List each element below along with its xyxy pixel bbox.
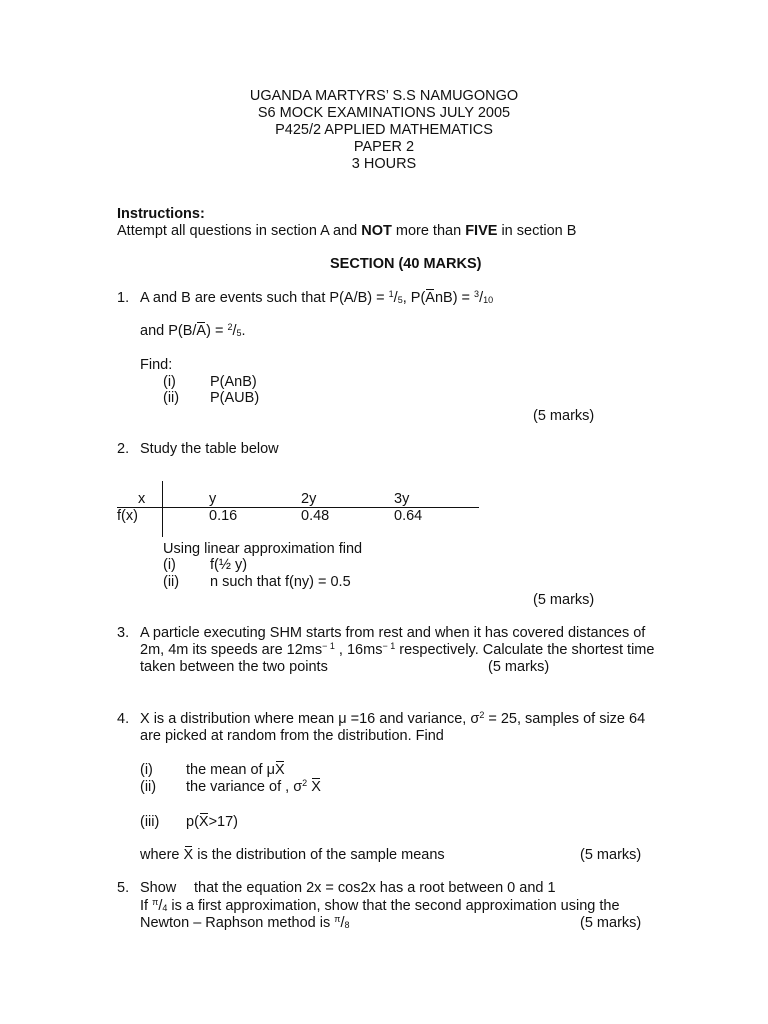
q5-show: Show: [140, 880, 177, 896]
q1-part-label: (ii): [163, 390, 180, 406]
q2-intro: Study the table below: [140, 441, 279, 457]
q1-a-complement: A: [425, 290, 435, 306]
q4-part-label: (ii): [140, 779, 157, 795]
q1-line2-c: .: [241, 323, 246, 339]
exam-title: S6 MOCK EXAMINATIONS JULY 2005: [257, 105, 511, 121]
q1-text: A and B are events such that P(A/B) =: [140, 290, 389, 306]
q4-line1-c: = 25, samples of size 64: [484, 711, 646, 727]
q1-part-text: P(AnB): [210, 374, 257, 390]
q3-line2-c: respectively. Calculate the shortest time: [395, 642, 655, 658]
instructions-part-c: in section B: [497, 223, 577, 239]
q4-part-iii-b: >17): [208, 814, 239, 830]
q3-line3: taken between the two points: [140, 659, 328, 675]
sigma-symbol: σ: [293, 779, 303, 795]
q1-line2-b: ) =: [206, 323, 228, 339]
q1-frac2-num: 3: [474, 289, 480, 299]
instructions-part-a: Attempt all questions in section A and: [117, 223, 362, 239]
x-bar: X: [311, 779, 321, 795]
q3-line2: [140, 642, 654, 659]
q4-part-iii-a: p(: [186, 814, 199, 830]
q4-part-label: (i): [140, 762, 153, 778]
q1-frac1-num: 1: [388, 289, 394, 299]
instructions-text: [117, 223, 576, 240]
q4-part-label: (iii): [140, 814, 160, 830]
q1-number: 1.: [117, 290, 130, 306]
instructions-not: NOT: [361, 223, 392, 239]
q3-line2-a: 2m, 4m its speeds are 12ms: [140, 642, 323, 658]
q1-part-text: P(AUB): [210, 390, 260, 406]
q1-line2: and $P(B/A) = ^2/_5$.: [140, 322, 246, 339]
table-cell: 0.64: [394, 508, 423, 524]
q5-line1: that the equation 2x = cos2x has a root between 0 and 1: [194, 880, 556, 896]
q1-mid: nB) =: [434, 290, 475, 306]
q2-marks: (5 marks): [533, 592, 595, 608]
x-bar: X: [198, 814, 209, 830]
q4-where: [140, 847, 445, 864]
table-header-x: x: [138, 491, 146, 507]
table-divider-horizontal: [117, 507, 479, 508]
q4-part-iii: [186, 814, 238, 831]
q4-line1: [140, 711, 645, 728]
q2-part-text: n such that f(ny) = 0.5: [210, 574, 351, 590]
q4-line2: are picked at random from the distribution. Find: [140, 728, 444, 744]
table-divider-vertical: [162, 481, 163, 537]
q4-part-i: [186, 762, 285, 779]
table-header-y: y: [209, 491, 217, 507]
q5-denominator: 8: [344, 920, 350, 930]
q4-marks: (5 marks): [580, 847, 642, 863]
q4-number: 4.: [117, 711, 130, 727]
pi-symbol: π: [334, 914, 341, 924]
q1-find: Find:: [140, 357, 173, 373]
q3-line1: A particle executing SHM starts from rest and when it has covered distances of: [140, 625, 646, 641]
q1-part-label: (i): [163, 374, 176, 390]
table-header-3y: 3y: [394, 491, 410, 507]
q5-marks: (5 marks): [580, 915, 642, 931]
q4-square: 2: [302, 778, 308, 788]
q4-square: 2: [479, 710, 485, 720]
q5-line2-a: If: [140, 898, 153, 914]
q1-frac3-den: 5: [236, 328, 242, 338]
q1-line2-a: and P(B/: [140, 323, 197, 339]
x-bar: X: [183, 847, 194, 863]
mu-symbol: μ: [266, 762, 275, 778]
q2-part-text: f(½ y): [210, 557, 248, 573]
q1-sep: , P(: [402, 290, 426, 306]
sigma-symbol: σ: [470, 711, 480, 727]
q2-part-label: (i): [163, 557, 176, 573]
instructions-five: FIVE: [465, 223, 498, 239]
paper-number: PAPER 2: [353, 139, 415, 155]
q4-part-ii: [186, 779, 321, 796]
q5-line2: If $^\pi/_4$ is a first approximation, show that the second approximation using the: [140, 897, 620, 914]
q5-denominator: 4: [162, 903, 168, 913]
q3-number: 3.: [117, 625, 130, 641]
x-bar: X: [274, 762, 285, 778]
q2-number: 2.: [117, 441, 130, 457]
pi-symbol: π: [152, 897, 159, 907]
q4-where-a: where: [140, 847, 184, 863]
instructions-heading: Instructions:: [117, 206, 205, 222]
instructions-part-b: more than: [391, 223, 466, 239]
table-header-2y: 2y: [301, 491, 317, 507]
q4-line1-b: =16 and variance,: [346, 711, 471, 727]
table-cell: 0.48: [301, 508, 330, 524]
q5-line3-a: Newton – Raphson method is: [140, 915, 335, 931]
q3-line2-b: , 16ms: [334, 642, 383, 658]
q4-where-b: is the distribution of the sample means: [193, 847, 445, 863]
q5-line2-b: is a first approximation, show that the second approximation using the: [167, 898, 620, 914]
q4-part-ii-text: the variance of ,: [186, 779, 294, 795]
q1-line2-a-complement: A: [196, 323, 207, 339]
q1-marks: (5 marks): [533, 408, 595, 424]
q4-line1-a: X is a distribution where mean: [140, 711, 339, 727]
q3-marks: (5 marks): [488, 659, 550, 675]
table-cell: 0.16: [209, 508, 238, 524]
q5-line3: Newton – Raphson method is $^\pi/_8$: [140, 914, 350, 931]
q3-exponent: − 1: [382, 641, 396, 651]
q1-line1: A and B are events such that $P(A/B) = ^1/_5$, $P(AnB) = ^3/_{10}$: [140, 289, 494, 306]
q1-frac1-den: 5: [397, 295, 403, 305]
q2-part-label: (ii): [163, 574, 180, 590]
exam-duration: 3 HOURS: [351, 156, 417, 172]
table-row-label: f(x): [117, 508, 138, 524]
q2-prompt: Using linear approximation find: [163, 541, 363, 557]
q1-frac2-den: 10: [483, 295, 494, 305]
school-name: UGANDA MARTYRS’ S.S NAMUGONGO: [249, 88, 519, 104]
q5-number: 5.: [117, 880, 130, 896]
mu-symbol: μ: [338, 711, 347, 727]
q4-part-i-text: the mean of: [186, 762, 267, 778]
q3-exponent: − 1: [322, 641, 335, 651]
section-title: SECTION (40 MARKS): [330, 256, 482, 272]
q1-frac3-num: 2: [227, 322, 233, 332]
subject-title: P425/2 APPLIED MATHEMATICS: [275, 122, 493, 138]
